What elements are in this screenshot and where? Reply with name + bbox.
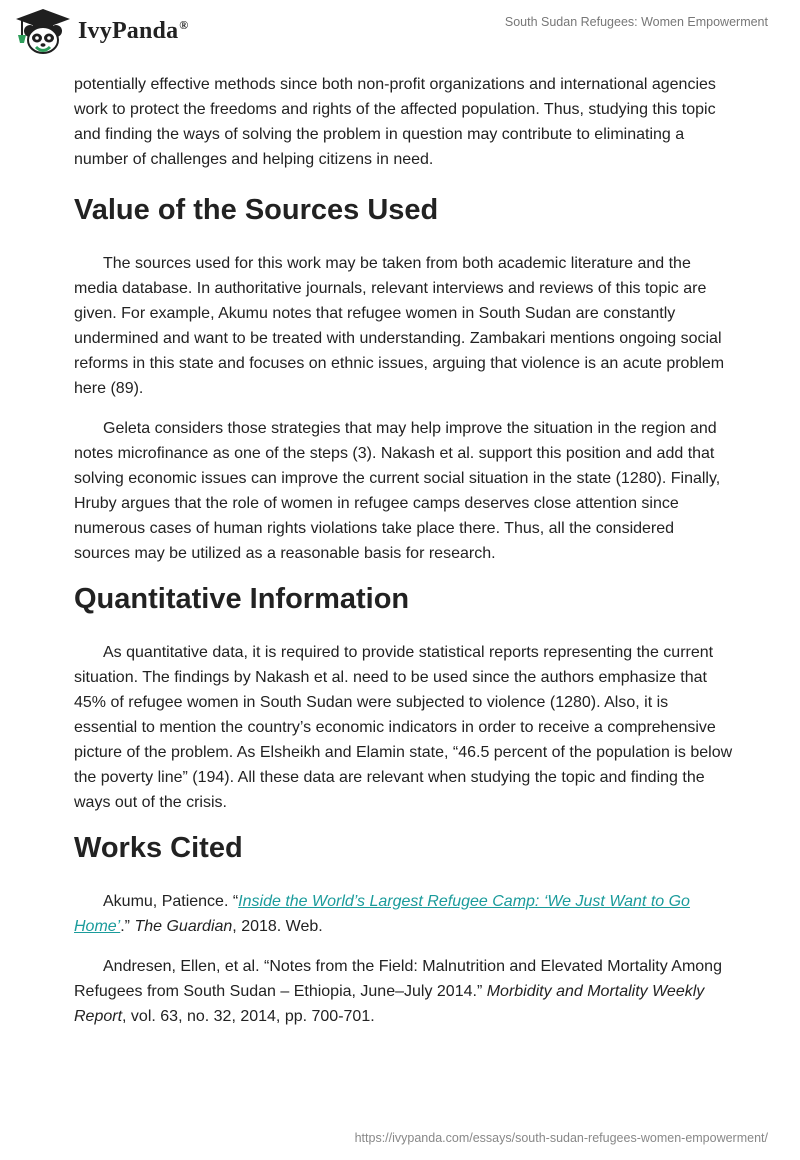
essay-content [74,72,734,1044]
heading-quantitative-information: Quantitative Information [74,583,410,615]
logo-wordmark: IvyPanda® [78,17,189,44]
heading-works-cited: Works Cited [74,832,243,864]
intro-paragraph: potentially effective methods since both non-profit organizations and international agencies work to protect the freedoms and rights of the affected population. Thus, studying this topic and finding the ways of solving the problem in question may contribute to eliminating a number of challenges and helping citizens in need. [74,76,716,168]
citation-akumu-link[interactable]: Inside the World’s Largest Refugee Camp: ‘We Just Want to Go Home’ [74,893,690,935]
page-header [0,0,800,70]
footer-url: https://ivypanda.com/essays/south-sudan-refugees-women-empowerment/ [354,1131,768,1145]
sources-paragraph-2: Geleta considers those strategies that may help improve the situation in the region and notes microfinance as one of the steps (3). Nakash et al. support this position and add that solving economic issues can improve the current social situation in the state (1280). Finally, Hruby argues that the role of women in refugee camps deserves close attention since numerous cases of human rights violations take place there. Thus, all the considered sources may be utilized as a reasonable basis for research. [74,420,721,562]
document-title: South Sudan Refugees: Women Empowerment [504,15,768,29]
quantitative-paragraph: As quantitative data, it is required to provide statistical reports representing the current situation. The findings by Nakash et al. need to be used since the authors emphasize that 45% of refugee women in South Sudan were subjected to violence (1280). Also, it is essential to mention the country’s economic indicators in order to receive a comprehensive picture of the problem. As Elsheikh and Elamin state, “46.5 percent of the population is below the poverty line” (194). All these data are relevant when studying the topic and finding the ways out of the crisis. [74,644,733,811]
heading-value-of-sources: Value of the Sources Used [74,194,439,226]
panda-graduate-icon [14,7,72,55]
citation-akumu: Akumu, Patience. “Inside the World’s Largest Refugee Camp: ‘We Just Want to Go Home’.” The Guardian, 2018. Web. [74,893,690,935]
sources-paragraph-1: The sources used for this work may be taken from both academic literature and the media database. In authoritative journals, relevant interviews and reviews of this topic are given. For example, Akumu notes that refugee women in South Sudan are constantly undermined and want to be treated with understanding. Zambakari mentions ongoing social reforms in this state and focuses on ethnic issues, arguing that violence is an acute problem here (89). [74,255,725,397]
citation-andresen: Andresen, Ellen, et al. “Notes from the Field: Malnutrition and Elevated Mortality Among Refugees from South Sudan – Ethiopia, June–July 2014.” Morbidity and Mortality Weekly Report, vol. 63, no. 32, 2014, pp. 700-701. [74,958,722,1025]
ivypanda-logo[interactable] [14,7,188,55]
